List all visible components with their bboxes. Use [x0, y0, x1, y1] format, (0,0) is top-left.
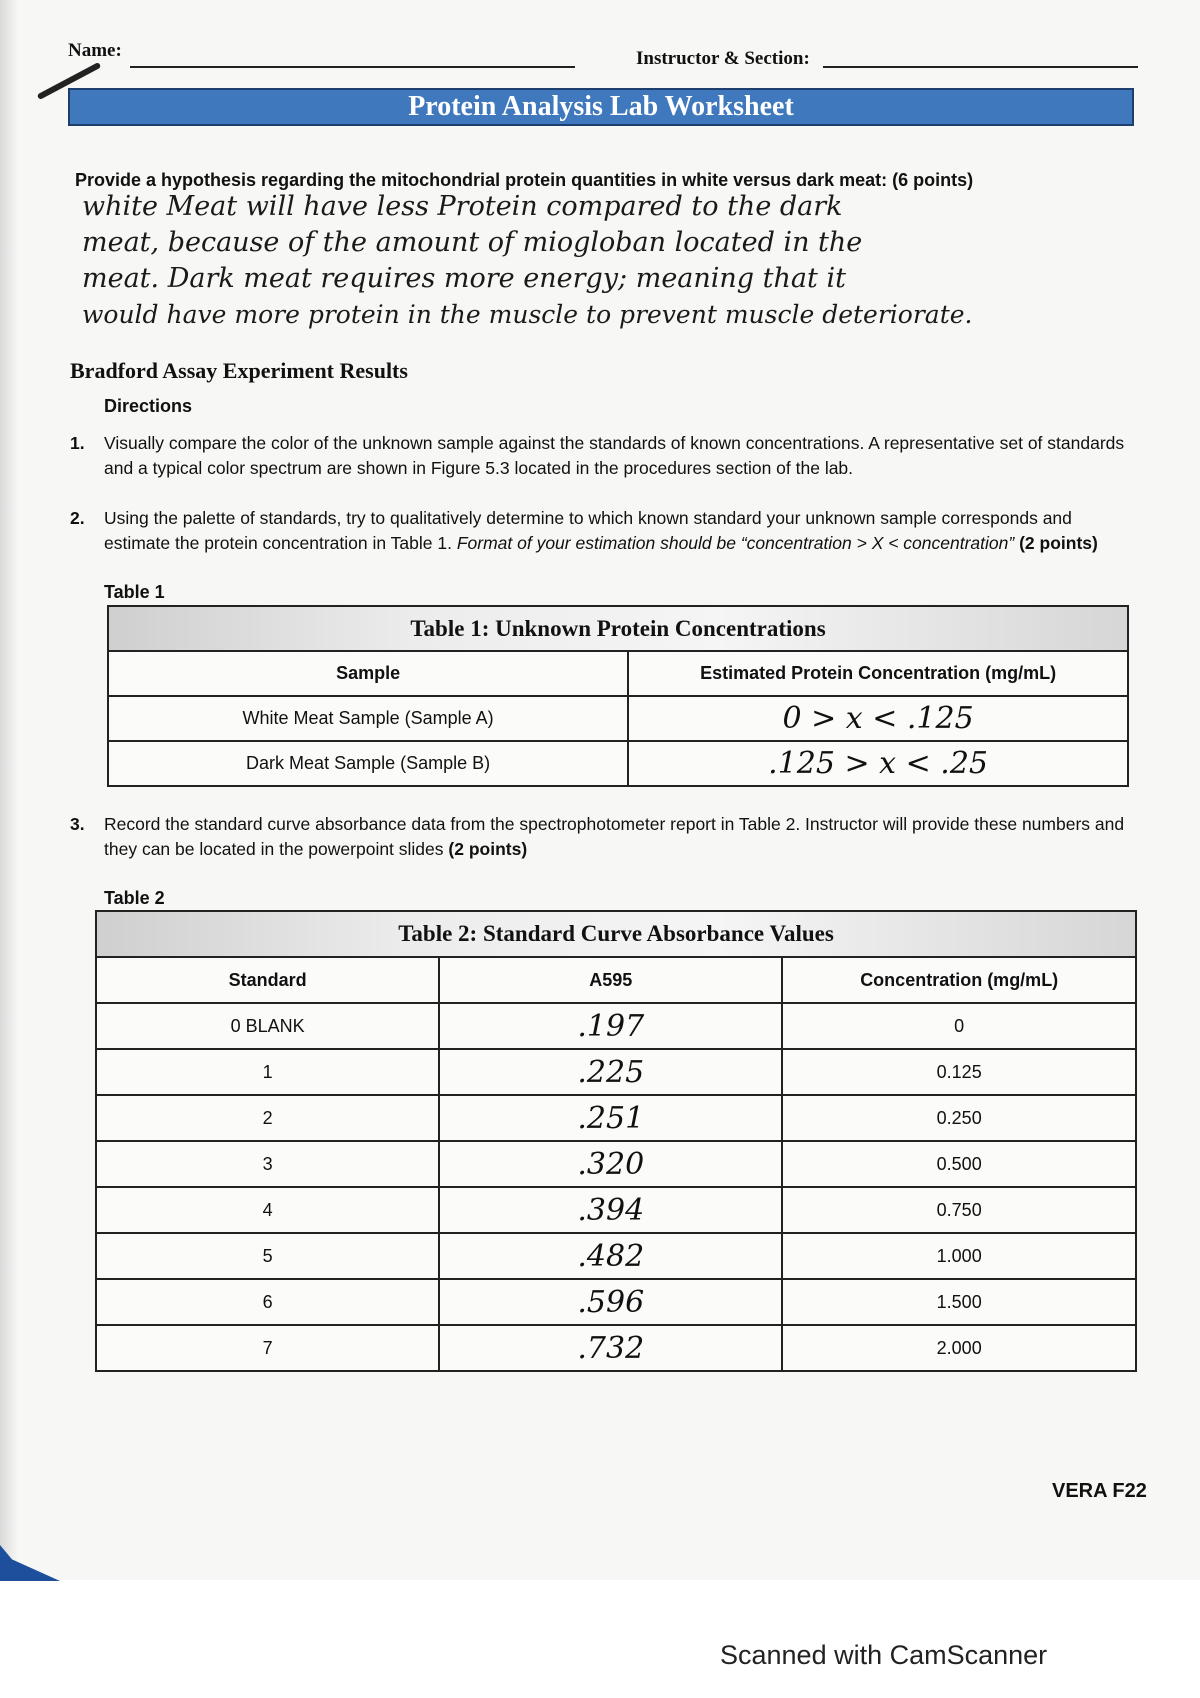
table1-sample-b: Dark Meat Sample (Sample B)	[108, 741, 628, 786]
page-edge-shadow	[0, 0, 18, 1580]
item-points: (2 points)	[1019, 533, 1098, 553]
table2-a595: .482	[439, 1233, 782, 1279]
directions-heading: Directions	[104, 396, 193, 416]
table2-a595: .197	[439, 1003, 782, 1049]
item-text: Visually compare the color of the unknown sample against the standards of known concentrations. A representative set of standards and a typical color spectrum are shown in Figure 5.3 located in the procedures section of the lab.	[104, 433, 1125, 478]
table-row	[96, 1233, 1136, 1279]
instructor-field-line	[823, 66, 1138, 68]
table2-standard: 7	[96, 1325, 439, 1371]
table1-header-concentration: Estimated Protein Concentration (mg/mL)	[628, 651, 1128, 696]
direction-item-2	[70, 506, 1140, 556]
table2-concentration: 0.250	[782, 1095, 1136, 1141]
name-field-line	[130, 66, 575, 68]
table2-title: Table 2: Standard Curve Absorbance Values	[96, 911, 1136, 957]
table-row	[108, 741, 1128, 786]
table2-a595: .732	[439, 1325, 782, 1371]
table1-sample-a: White Meat Sample (Sample A)	[108, 696, 628, 741]
table2-a595: .225	[439, 1049, 782, 1095]
table2-standard: 4	[96, 1187, 439, 1233]
name-label: Name:	[68, 40, 122, 61]
table-row	[96, 1003, 1136, 1049]
section-heading: Bradford Assay Experiment Results	[70, 358, 408, 383]
item-number: 2.	[70, 508, 85, 528]
table2-standard: 1	[96, 1049, 439, 1095]
direction-item-1	[70, 431, 1140, 481]
item-points: (2 points)	[448, 839, 528, 859]
table2-a595: .251	[439, 1095, 782, 1141]
table2-standard: 5	[96, 1233, 439, 1279]
direction-item-3	[70, 812, 1140, 862]
item-number: 1.	[70, 433, 85, 453]
item-number: 3.	[70, 814, 85, 834]
table1-title: Table 1: Unknown Protein Concentrations	[108, 606, 1128, 651]
table2-concentration: 1.000	[782, 1233, 1136, 1279]
footer-code: VERA F22	[1052, 1480, 1147, 1502]
table2-header-a595: A595	[439, 957, 782, 1003]
table-row	[96, 1095, 1136, 1141]
table2-header-standard: Standard	[96, 957, 439, 1003]
table2-standard: 2	[96, 1095, 439, 1141]
table2-concentration: 0.500	[782, 1141, 1136, 1187]
table2-concentration: 0.125	[782, 1049, 1136, 1095]
item-text-block	[70, 506, 1140, 556]
table2-concentration: 0.750	[782, 1187, 1136, 1233]
hypothesis-prompt: Provide a hypothesis regarding the mitochondrial protein quantities in white versus dark meat: (6 points)	[75, 170, 974, 190]
instructor-label: Instructor & Section:	[636, 48, 810, 69]
item-text: Using the palette of standards, try to qualitatively determine to which known standard your unknown sample corresponds and estimate the protein concentration in Table 1.	[104, 508, 1072, 553]
table1-label: Table 1	[104, 582, 165, 602]
name-row	[68, 40, 1138, 74]
table-row	[96, 1049, 1136, 1095]
table-row	[96, 1325, 1136, 1371]
table2-standard: 0 BLANK	[96, 1003, 439, 1049]
table1-header-sample: Sample	[108, 651, 628, 696]
table2-a595: .596	[439, 1279, 782, 1325]
table1-estimate-a: 0 > x < .125	[628, 696, 1128, 741]
table2-a595: .394	[439, 1187, 782, 1233]
title-banner	[68, 88, 1134, 126]
table2-label: Table 2	[104, 888, 165, 908]
item-format-note: Format of your estimation should be “concentration > X < concentration”	[456, 533, 1015, 553]
table-row	[108, 696, 1128, 741]
hypothesis-line-4: would have more protein in the muscle to prevent muscle deteriorate.	[82, 300, 973, 329]
table-row	[96, 1187, 1136, 1233]
table-row	[96, 1279, 1136, 1325]
table2	[95, 910, 1137, 1372]
item-text: Record the standard curve absorbance data from the spectrophotometer report in Table 2. Instructor will provide these numbers and they can be located in the powerpoint slides	[104, 814, 1125, 859]
table2-concentration: 1.500	[782, 1279, 1136, 1325]
page-title: Protein Analysis Lab Worksheet	[408, 91, 794, 122]
table1-estimate-b: .125 > x < .25	[628, 741, 1128, 786]
table2-standard: 3	[96, 1141, 439, 1187]
scanner-watermark: Scanned with CamScanner	[720, 1640, 1048, 1670]
table2-concentration: 0	[782, 1003, 1136, 1049]
table-row	[96, 1141, 1136, 1187]
table1	[107, 605, 1129, 787]
hypothesis-line-1: white Meat will have less Protein compared to the dark	[82, 191, 843, 222]
hypothesis-line-2: meat, because of the amount of miogloban located in the	[82, 227, 863, 258]
hypothesis-line-3: meat. Dark meat requires more energy; meaning that it	[82, 263, 846, 294]
table2-concentration: 2.000	[782, 1325, 1136, 1371]
table2-a595: .320	[439, 1141, 782, 1187]
table2-standard: 6	[96, 1279, 439, 1325]
table2-header-concentration: Concentration (mg/mL)	[782, 957, 1136, 1003]
item-text-block	[70, 812, 1140, 862]
